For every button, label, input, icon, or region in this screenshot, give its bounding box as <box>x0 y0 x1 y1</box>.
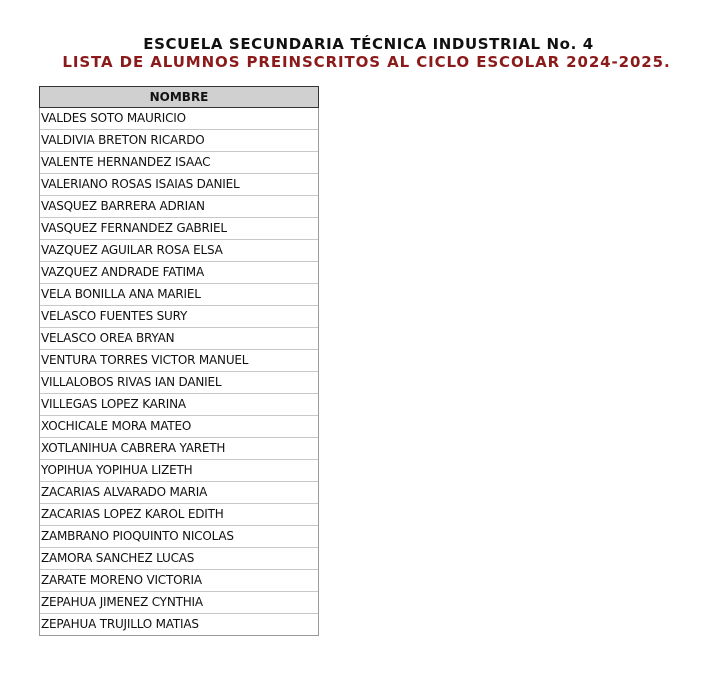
table-row: VILLALOBOS RIVAS IAN DANIEL <box>40 371 318 393</box>
table-row: ZARATE MORENO VICTORIA <box>40 569 318 591</box>
table-row: VILLEGAS LOPEZ KARINA <box>40 393 318 415</box>
table-row: VELASCO FUENTES SURY <box>40 305 318 327</box>
table-row: ZACARIAS ALVARADO MARIA <box>40 481 318 503</box>
table-row: ZACARIAS LOPEZ KAROL EDITH <box>40 503 318 525</box>
table-body <box>40 108 318 635</box>
school-title: ESCUELA SECUNDARIA TÉCNICA INDUSTRIAL No. 4 <box>143 35 594 53</box>
table-row: VALENTE HERNANDEZ ISAAC <box>40 151 318 173</box>
table-row: VAZQUEZ AGUILAR ROSA ELSA <box>40 239 318 261</box>
table-row: VASQUEZ FERNANDEZ GABRIEL <box>40 217 318 239</box>
table-row: YOPIHUA YOPIHUA LIZETH <box>40 459 318 481</box>
table-row: ZEPAHUA JIMENEZ CYNTHIA <box>40 591 318 613</box>
column-header-nombre: NOMBRE <box>39 86 319 108</box>
students-table <box>39 86 319 636</box>
list-title: LISTA DE ALUMNOS PREINSCRITOS AL CICLO ESCOLAR 2024-2025. <box>62 53 671 71</box>
table-row: VENTURA TORRES VICTOR MANUEL <box>40 349 318 371</box>
table-row: XOCHICALE MORA MATEO <box>40 415 318 437</box>
table-row: VAZQUEZ ANDRADE FATIMA <box>40 261 318 283</box>
table-row: VASQUEZ BARRERA ADRIAN <box>40 195 318 217</box>
table-row: ZAMBRANO PIOQUINTO NICOLAS <box>40 525 318 547</box>
table-row: VELASCO OREA BRYAN <box>40 327 318 349</box>
table-row: ZEPAHUA TRUJILLO MATIAS <box>40 613 318 635</box>
table-row: VALDIVIA BRETON RICARDO <box>40 129 318 151</box>
table-row: VALERIANO ROSAS ISAIAS DANIEL <box>40 173 318 195</box>
table-row: VELA BONILLA ANA MARIEL <box>40 283 318 305</box>
table-row: VALDES SOTO MAURICIO <box>41 111 186 125</box>
table-row: XOTLANIHUA CABRERA YARETH <box>40 437 318 459</box>
table-row: ZAMORA SANCHEZ LUCAS <box>40 547 318 569</box>
